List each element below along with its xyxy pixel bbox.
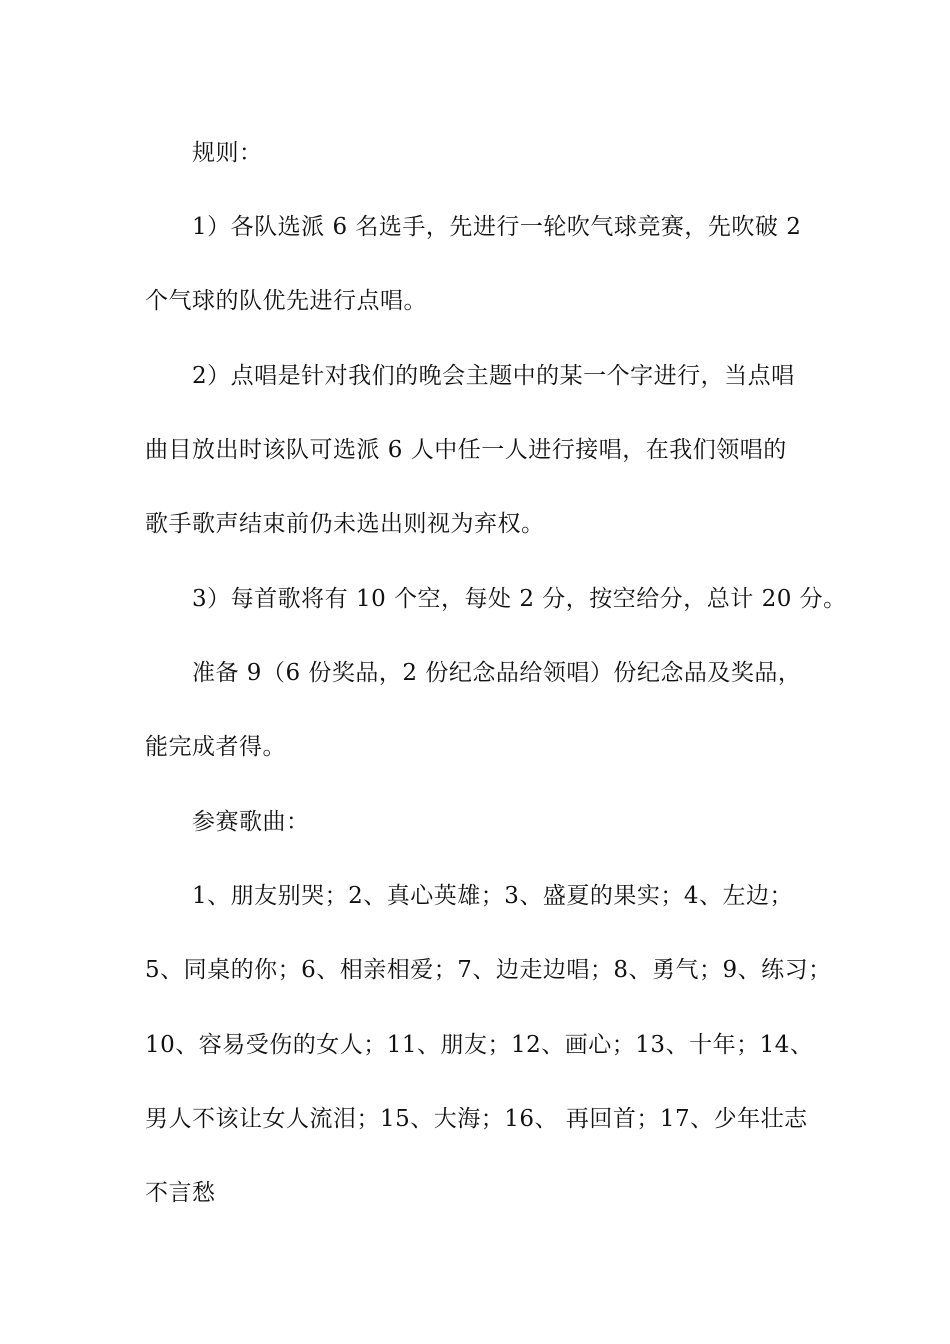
rule-1-line-2: 个气球的队优先进行点唱。: [145, 288, 427, 314]
songs-line-5: 不言愁: [145, 1180, 216, 1206]
songs-line-2: 5、同桌的你；6、相亲相爱；7、边走边唱；8、勇气；9、练习；: [145, 957, 832, 983]
rule-2-line-1: 2）点唱是针对我们的晚会主题中的某一个字进行，当点唱: [192, 363, 795, 389]
rule-1-line-1: 1）各队选派 6 名选手，先进行一轮吹气球竞赛，先吹破 2: [192, 214, 802, 240]
prizes-line-1: 准备 9（6 份奖品，2 份纪念品给领唱）份纪念品及奖品，: [192, 660, 802, 686]
prizes-line-2: 能完成者得。: [145, 734, 286, 760]
songs-line-1: 1、朋友别哭；2、真心英雄；3、盛夏的果实；4、左边；: [192, 883, 794, 909]
rule-3-line: 3）每首歌将有 10 个空，每处 2 分，按空给分，总计 20 分。: [192, 586, 847, 612]
songs-line-3: 10、容易受伤的女人；11、朋友；12、画心；13、十年；14、: [145, 1032, 814, 1058]
songs-heading: 参赛歌曲：: [192, 809, 310, 835]
rules-heading: 规则：: [192, 140, 263, 166]
songs-line-4: 男人不该让女人流泪；15、大海；16、 再回首；17、少年壮志: [145, 1106, 808, 1132]
rule-2-line-2: 曲目放出时该队可选派 6 人中任一人进行接唱，在我们领唱的: [145, 437, 787, 463]
rule-2-line-3: 歌手歌声结束前仍未选出则视为弃权。: [145, 511, 545, 537]
